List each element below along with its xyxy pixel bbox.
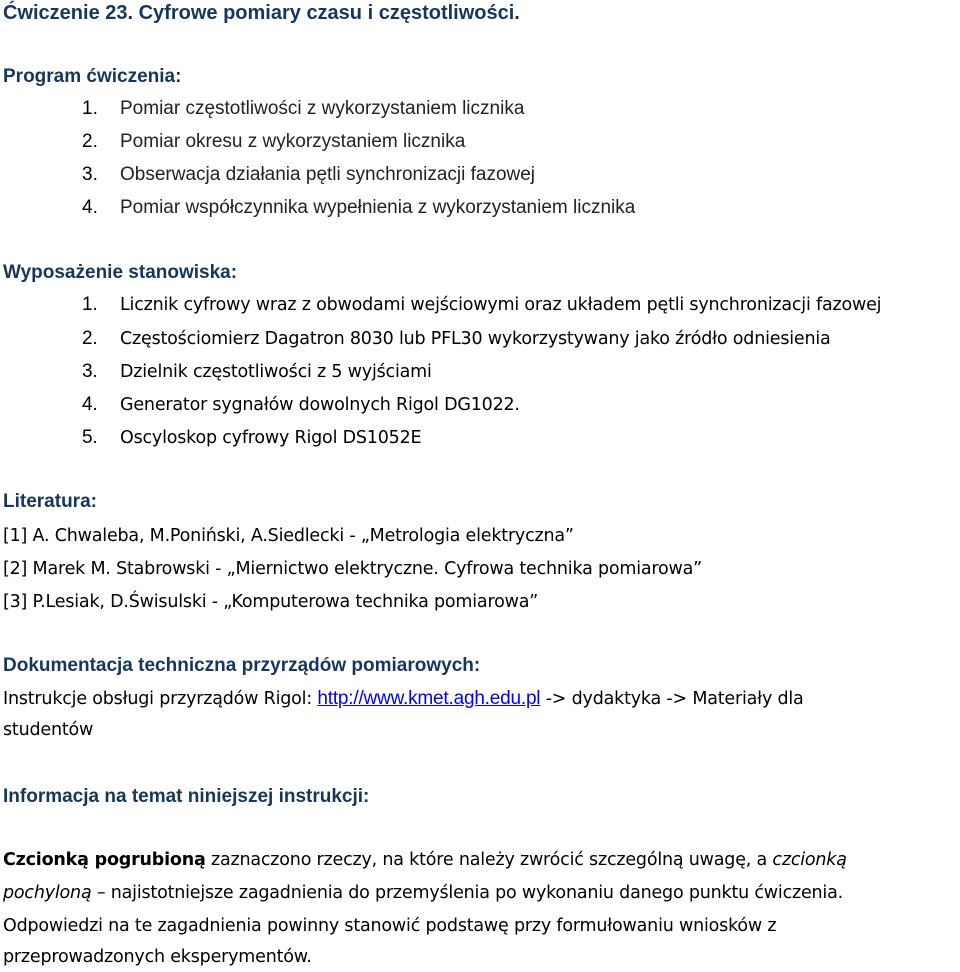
program-item-3 (82, 164, 535, 186)
info-line-1 (3, 850, 847, 870)
info-italic-text: czcionką (772, 850, 847, 870)
info-text: – najistotniejsze zagadnienia do przemyślenia po wykonaniu danego punktu ćwiczenia. (91, 883, 843, 903)
program-item-text: Pomiar okresu z wykorzystaniem licznika (120, 131, 466, 152)
equipment-item-4 (82, 394, 520, 416)
equipment-item-number: 5. (82, 427, 98, 448)
program-heading: Program ćwiczenia: (3, 66, 182, 87)
equipment-item-3 (82, 361, 432, 383)
equipment-item-text: Generator sygnałów dowolnych Rigol DG1022. (120, 395, 520, 415)
program-item-text: Pomiar częstotliwości z wykorzystaniem licznika (120, 98, 525, 119)
program-item-number: 1. (82, 98, 98, 119)
info-line-4: przeprowadzonych eksperymentów. (3, 947, 312, 967)
literature-heading: Literatura: (3, 491, 97, 512)
program-item-number: 4. (82, 197, 98, 218)
equipment-item-text: Licznik cyfrowy wraz z obwodami wejściowymi oraz układem pętli synchronizacji fazowej (120, 295, 882, 315)
equipment-item-number: 2. (82, 328, 98, 349)
documentation-prefix: Instrukcje obsługi przyrządów Rigol: (3, 689, 318, 709)
equipment-item-text: Oscyloskop cyfrowy Rigol DS1052E (120, 428, 422, 448)
info-line-3: Odpowiedzi na te zagadnienia powinny stanowić podstawę przy formułowaniu wniosków z (3, 916, 777, 936)
documentation-line-1 (3, 688, 804, 710)
program-item-text: Pomiar współczynnika wypełnienia z wykorzystaniem licznika (120, 197, 636, 218)
documentation-heading: Dokumentacja techniczna przyrządów pomiarowych: (3, 655, 481, 676)
info-text: zaznaczono rzeczy, na które należy zwrócić szczególną uwagę, a (205, 850, 773, 870)
equipment-item-text: Dzielnik częstotliwości z 5 wyjściami (120, 362, 432, 382)
info-italic-text: pochyloną (3, 883, 92, 903)
literature-ref-3: [3] P.Lesiak, D.Świsulski - „Komputerowa technika pomiarowa” (3, 592, 539, 612)
equipment-item-number: 3. (82, 361, 98, 382)
document-title: Ćwiczenie 23. Cyfrowe pomiary czasu i częstotliwości. (3, 2, 520, 24)
equipment-heading: Wyposażenie stanowiska: (3, 262, 238, 283)
equipment-item-5 (82, 427, 421, 449)
info-bold-text: Czcionką pogrubioną (3, 850, 206, 870)
equipment-item-2 (82, 328, 831, 350)
info-line-2 (3, 883, 843, 903)
program-item-number: 2. (82, 131, 98, 152)
program-item-4 (82, 197, 635, 219)
documentation-line-2: studentów (3, 720, 94, 740)
literature-ref-2: [2] Marek M. Stabrowski - „Miernictwo elektryczne. Cyfrowa technika pomiarowa” (3, 559, 703, 579)
equipment-item-number: 4. (82, 394, 98, 415)
program-item-text: Obserwacja działania pętli synchronizacji fazowej (120, 164, 536, 185)
equipment-item-text: Częstościomierz Dagatron 8030 lub PFL30 wykorzystywany jako źródło odniesienia (120, 329, 831, 349)
equipment-item-1 (82, 294, 881, 316)
info-heading: Informacja na temat niniejszej instrukcji: (3, 786, 370, 807)
program-item-number: 3. (82, 164, 98, 185)
program-item-2 (82, 131, 465, 153)
equipment-item-number: 1. (82, 294, 98, 315)
program-item-1 (82, 98, 524, 120)
documentation-suffix: -> dydaktyka -> Materiały dla (540, 689, 804, 709)
literature-ref-1: [1] A. Chwaleba, M.Poniński, A.Siedlecki - „Metrologia elektryczna” (3, 526, 574, 546)
kmet-link[interactable]: http://www.kmet.agh.edu.pl (317, 688, 541, 709)
